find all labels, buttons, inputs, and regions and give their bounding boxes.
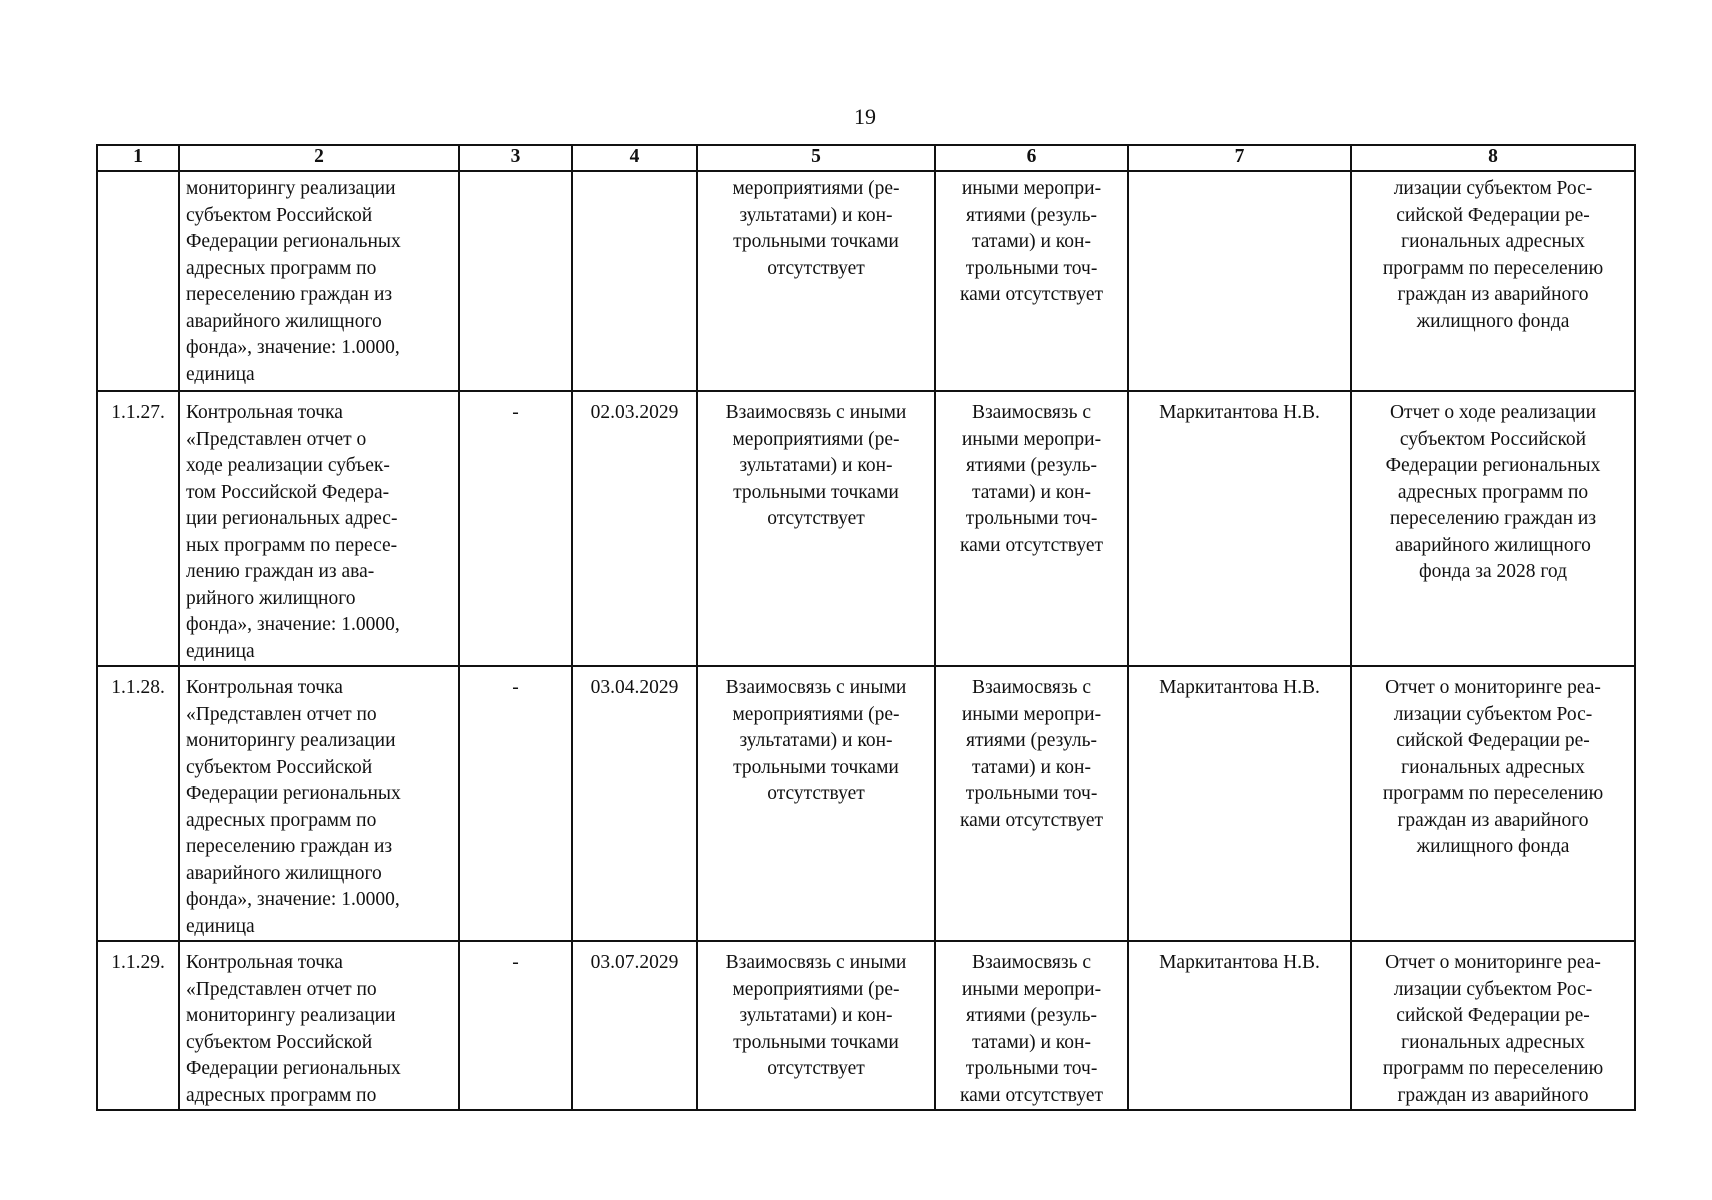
link-events-cell: Взаимосвязь с иными мероприятиями (ре- зультатами) и кон- трольными точками отсутствует bbox=[697, 391, 935, 666]
result-cell: Отчет о мониторинге реа- лизации субъектом Рос- сийской Федерации ре- гиональных адресных программ по переселению граждан из аварийного жилищного фонда bbox=[1351, 666, 1635, 941]
link-results-cell: Взаимосвязь с иными меропри- ятиями (резуль- татами) и кон- трольными точ- ками отсутствует bbox=[935, 391, 1128, 666]
col3-cell: - bbox=[459, 666, 572, 941]
column-header: 7 bbox=[1128, 145, 1351, 171]
col3-cell bbox=[459, 171, 572, 391]
responsible-cell: Маркитантова Н.В. bbox=[1128, 391, 1351, 666]
column-header: 8 bbox=[1351, 145, 1635, 171]
responsible-cell: Маркитантова Н.В. bbox=[1128, 666, 1351, 941]
date-cell: 03.07.2029 bbox=[572, 941, 697, 1110]
control-points-table bbox=[96, 144, 1636, 1111]
link-results-cell: иными меропри- ятиями (резуль- татами) и кон- трольными точ- ками отсутствует bbox=[935, 171, 1128, 391]
date-cell: 03.04.2029 bbox=[572, 666, 697, 941]
date-cell bbox=[572, 171, 697, 391]
column-header: 6 bbox=[935, 145, 1128, 171]
link-events-cell: Взаимосвязь с иными мероприятиями (ре- зультатами) и кон- трольными точками отсутствует bbox=[697, 666, 935, 941]
link-events-cell: мероприятиями (ре- зультатами) и кон- трольными точками отсутствует bbox=[697, 171, 935, 391]
result-cell: лизации субъектом Рос- сийской Федерации ре- гиональных адресных программ по переселению граждан из аварийного жилищного фонда bbox=[1351, 171, 1635, 391]
row-number-cell: 1.1.29. bbox=[97, 941, 179, 1110]
event-name-cell: Контрольная точка «Представлен отчет о ходе реализации субъек- том Российской Федера- ции региональных адрес- ных программ по пересе- лению граждан из ава- рийного жилищного фонда», значение: 1.0000, единица bbox=[179, 391, 459, 666]
column-header: 2 bbox=[179, 145, 459, 171]
page-number: 19 bbox=[854, 104, 876, 129]
table-row bbox=[97, 941, 1635, 1110]
column-header: 5 bbox=[697, 145, 935, 171]
event-name-cell: мониторингу реализации субъектом Российской Федерации региональных адресных программ по переселению граждан из аварийного жилищного фонда», значение: 1.0000, единица bbox=[179, 171, 459, 391]
column-header: 4 bbox=[572, 145, 697, 171]
row-number-cell bbox=[97, 171, 179, 391]
table-row bbox=[97, 391, 1635, 666]
link-results-cell: Взаимосвязь с иными меропри- ятиями (резуль- татами) и кон- трольными точ- ками отсутствует bbox=[935, 666, 1128, 941]
responsible-cell bbox=[1128, 171, 1351, 391]
result-cell: Отчет о мониторинге реа- лизации субъектом Рос- сийской Федерации ре- гиональных адресных программ по переселению граждан из аварийного bbox=[1351, 941, 1635, 1110]
table-row bbox=[97, 171, 1635, 391]
header-row bbox=[97, 145, 1635, 171]
responsible-cell: Маркитантова Н.В. bbox=[1128, 941, 1351, 1110]
column-header: 3 bbox=[459, 145, 572, 171]
col3-cell: - bbox=[459, 941, 572, 1110]
date-cell: 02.03.2029 bbox=[572, 391, 697, 666]
col3-cell: - bbox=[459, 391, 572, 666]
row-number-cell: 1.1.27. bbox=[97, 391, 179, 666]
result-cell: Отчет о ходе реализации субъектом Российской Федерации региональных адресных программ по переселению граждан из аварийного жилищного фонда за 2028 год bbox=[1351, 391, 1635, 666]
table-row bbox=[97, 666, 1635, 941]
link-events-cell: Взаимосвязь с иными мероприятиями (ре- зультатами) и кон- трольными точками отсутствует bbox=[697, 941, 935, 1110]
row-number-cell: 1.1.28. bbox=[97, 666, 179, 941]
column-header: 1 bbox=[97, 145, 179, 171]
event-name-cell: Контрольная точка «Представлен отчет по мониторингу реализации субъектом Российской Федерации региональных адресных программ по bbox=[179, 941, 459, 1110]
link-results-cell: Взаимосвязь с иными меропри- ятиями (резуль- татами) и кон- трольными точ- ками отсутствует bbox=[935, 941, 1128, 1110]
event-name-cell: Контрольная точка «Представлен отчет по мониторингу реализации субъектом Российской Федерации региональных адресных программ по переселению граждан из аварийного жилищного фонда», значение: 1.0000, единица bbox=[179, 666, 459, 941]
